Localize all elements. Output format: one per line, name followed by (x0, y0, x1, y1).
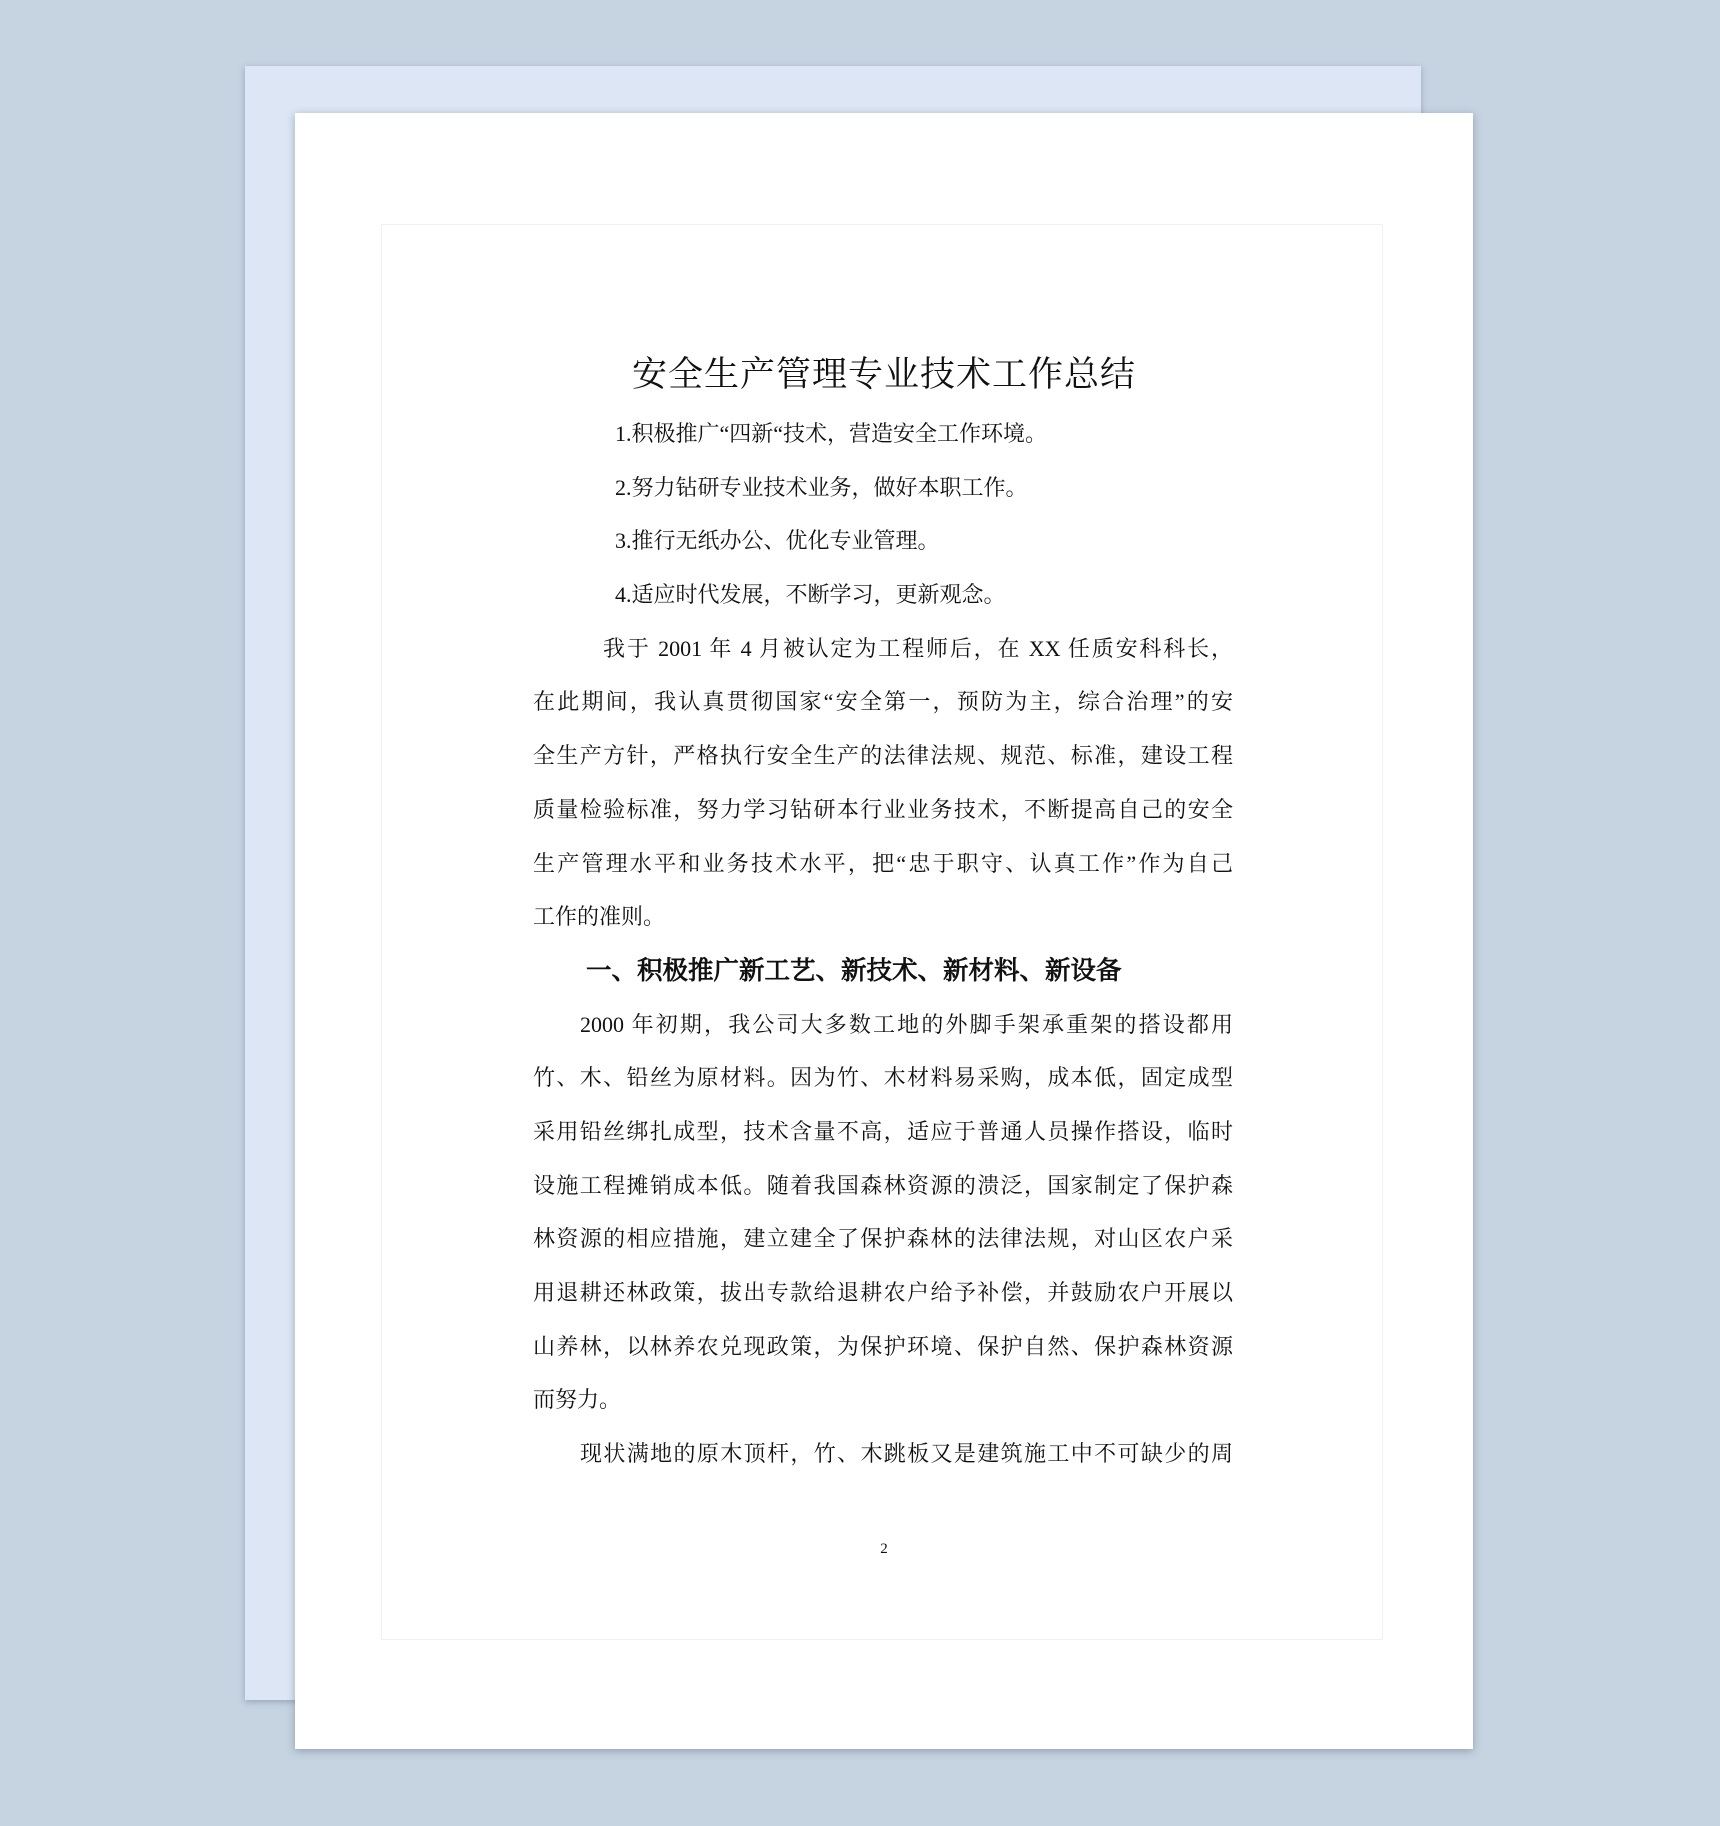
section-heading: 一、积极推广新工艺、新技术、新材料、新设备 (586, 955, 1122, 985)
document-body (533, 407, 1233, 1481)
paragraph-line: 工作的准则。 (533, 904, 666, 930)
paragraph-line: 我于 2001 年 4 月被认定为工程师后，在 XX 任质安科科长， (603, 635, 1233, 661)
summary-list-item: 1.积极推广“四新“技术，营造安全工作环境。 (615, 421, 1048, 446)
summary-list-item: 2.努力钻研专业技术业务，做好本职工作。 (615, 474, 1028, 500)
summary-list-item: 3.推行无纸办公、优化专业管理。 (615, 528, 940, 554)
paragraph-line: 山养林，以林养农兑现政策，为保护环境、保护自然、保护森林资源 (533, 1333, 1233, 1359)
summary-list-item: 4.适应时代发展，不断学习，更新观念。 (615, 582, 1006, 608)
paragraph-line: 全生产方针，严格执行安全生产的法律法规、规范、标准，建设工程 (533, 743, 1233, 769)
paragraph-line: 在此期间，我认真贯彻国家“安全第一，预防为主，综合治理”的安 (533, 689, 1233, 715)
document-page (295, 113, 1473, 1749)
page-number: 2 (880, 1541, 888, 1557)
paragraph-line: 设施工程摊销成本低。随着我国森林资源的溃泛，国家制定了保护森 (533, 1172, 1233, 1198)
paragraph-line: 生产管理水平和业务技术水平，把“忠于职守、认真工作”作为自己 (533, 850, 1233, 876)
paragraph-line: 用退耕还林政策，拔出专款给退耕农户给予补偿，并鼓励农户开展以 (533, 1280, 1233, 1305)
paragraph-line: 质量检验标准，努力学习钻研本行业业务技术，不断提高自己的安全 (533, 796, 1233, 822)
document-title: 安全生产管理专业技术工作总结 (631, 355, 1136, 394)
paragraph-line: 而努力。 (533, 1387, 622, 1413)
paragraph-line: 竹、木、铅丝为原材料。因为竹、木材料易采购，成本低，固定成型 (533, 1065, 1233, 1091)
paragraph-line: 现状满地的原木顶杆，竹、木跳板又是建筑施工中不可缺少的周 (580, 1441, 1233, 1467)
paragraph-line: 2000 年初期，我公司大多数工地的外脚手架承重架的搭设都用 (580, 1011, 1233, 1037)
paragraph-line: 采用铅丝绑扎成型，技术含量不高，适应于普通人员操作搭设，临时 (533, 1118, 1233, 1144)
paragraph-line: 林资源的相应措施，建立建全了保护森林的法律法规，对山区农户采 (533, 1226, 1233, 1252)
